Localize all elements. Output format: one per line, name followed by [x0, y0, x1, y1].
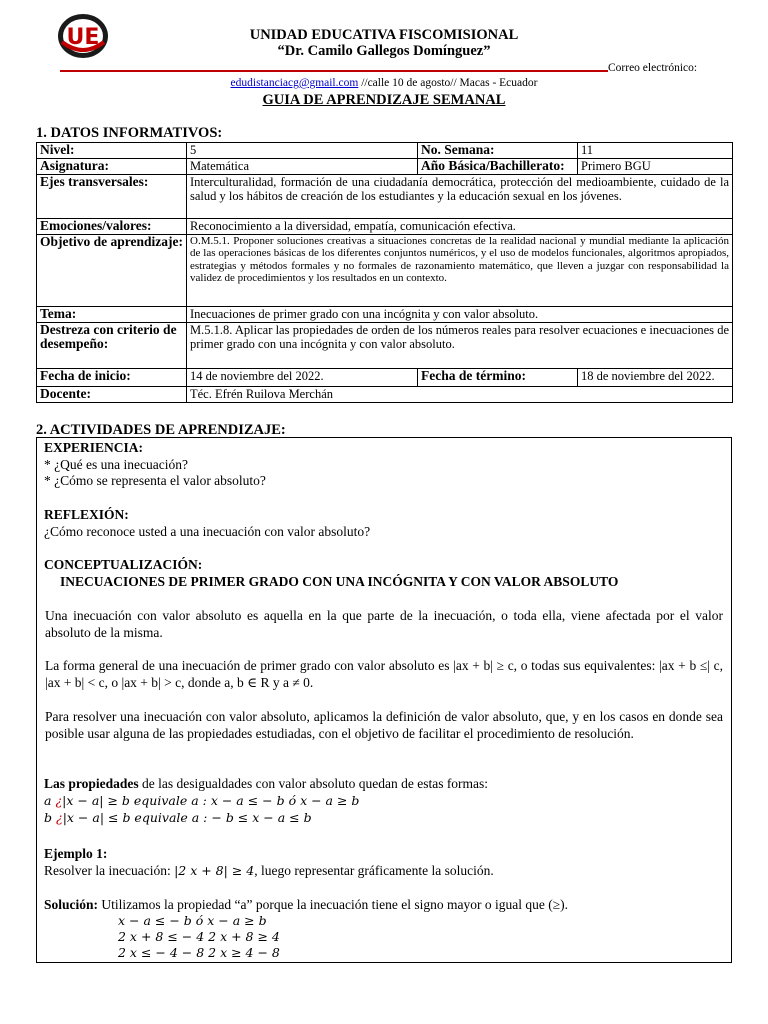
- property-b-letter: b: [44, 810, 56, 825]
- anio-label: Año Básica/Bachillerato:: [418, 159, 578, 175]
- docente-value: Téc. Efrén Ruilova Merchán: [187, 387, 733, 403]
- section2-title: 2. ACTIVIDADES DE APRENDIZAJE:: [36, 422, 286, 438]
- ejes-value: Interculturalidad, formación de una ciudadanía democrática, protección del medioambiente, cuidado de la salud y los hábitos de creación de los estudiantes y la educación sexual en los jóvenes.: [187, 175, 733, 219]
- school-patron: “Dr. Camilo Gallegos Domínguez”: [277, 43, 491, 59]
- nivel-value: 5: [187, 143, 418, 159]
- paragraph-3: Para resolver una inecuación con valor absoluto, aplicamos la definición de valor absoluto, que, y en los casos en donde sea posible usar alguna de las propiedades estudiadas, con el objetivo de facilitar el procedimiento de resolución.: [45, 709, 723, 741]
- property-a-letter: a: [44, 793, 56, 808]
- contact-line: [120, 77, 648, 89]
- reflexion-heading: REFLEXIÓN:: [44, 507, 129, 522]
- concept-title: INECUACIONES DE PRIMER GRADO CON UNA INCÓGNITA Y CON VALOR ABSOLUTO: [60, 574, 619, 589]
- properties-text: de las desigualdades con valor absoluto quedan de estas formas:: [138, 776, 489, 791]
- example-heading: Ejemplo 1:: [44, 846, 108, 861]
- nivel-label: Nivel:: [37, 143, 187, 159]
- asignatura-label: Asignatura:: [37, 159, 187, 175]
- inicio-value: 14 de noviembre del 2022.: [187, 369, 418, 387]
- solution-step-1: x − a ≤ − b ó x − a ≥ b: [118, 913, 267, 928]
- semana-label: No. Semana:: [418, 143, 578, 159]
- property-a-formula: |x − a| ≥ b equivale a : x − a ≤ − b ó x − a ≥ b: [62, 793, 360, 808]
- concept-heading: CONCEPTUALIZACIÓN:: [44, 557, 203, 572]
- question-2: * ¿Cómo se representa el valor absoluto?: [44, 473, 266, 488]
- emociones-label: Emociones/valores:: [37, 219, 187, 235]
- termino-label: Fecha de término:: [418, 369, 578, 387]
- tema-label: Tema:: [37, 307, 187, 323]
- objetivo-value: O.M.5.1. Proponer soluciones creativas a situaciones concretas de la realidad nacional y mundial mediante la aplicación de las operaciones básicas de los diferentes conjuntos numéricos, y el uso de modelos funcionales, algoritmos apropiados, estrategias y métodos formales y no formales de razonamiento matemático, que lleven a juzgar con responsabilidad la validez de procedimientos y los resultados en un contexto.: [187, 235, 733, 307]
- experiencia-heading: EXPERIENCIA:: [44, 440, 144, 455]
- destreza-label: Destreza con criterio de desempeño:: [37, 323, 187, 369]
- reflexion-question: ¿Cómo reconoce usted a una inecuación con valor absoluto?: [44, 524, 371, 539]
- question-1: * ¿Qué es una inecuación?: [44, 457, 188, 472]
- objetivo-label: Objetivo de aprendizaje:: [37, 235, 187, 307]
- inicio-label: Fecha de inicio:: [37, 369, 187, 387]
- paragraph-1: Una inecuación con valor absoluto es aquella en la que parte de la inecuación, o toda ella, viene afectada por el valor absoluto de la misma.: [45, 608, 723, 640]
- termino-value: 18 de noviembre del 2022.: [578, 369, 733, 387]
- email-link[interactable]: edudistanciacg@gmail.com: [230, 77, 359, 89]
- example-statement: [44, 862, 724, 879]
- properties-bold: Las propiedades: [44, 776, 139, 791]
- info-table: [36, 142, 733, 403]
- property-b-formula: |x − a| ≤ b equivale a : − b ≤ x − a ≤ b: [62, 810, 312, 825]
- semana-value: 11: [578, 143, 733, 159]
- property-b-mark: ¿: [55, 810, 63, 825]
- emociones-value: Reconocimiento a la diversidad, empatía, comunicación efectiva.: [187, 219, 733, 235]
- solution-line: [44, 896, 724, 913]
- solution-step-2: 2 x + 8 ≤ − 4 2 x + 8 ≥ 4: [118, 929, 280, 944]
- solution-bold: Solución:: [44, 897, 99, 912]
- solution-step-3: 2 x ≤ − 4 − 8 2 x ≥ 4 − 8: [118, 945, 280, 960]
- example-pre: Resolver la inecuación:: [44, 863, 175, 878]
- email-label: Correo electrónico:: [608, 62, 698, 74]
- school-logo: [56, 12, 110, 60]
- destreza-value: M.5.1.8. Aplicar las propiedades de orden de los números reales para resolver ecuaciones e inecuaciones de primer grado con una incógnita y con valor absoluto.: [187, 323, 733, 369]
- ejes-label: Ejes transversales:: [37, 175, 187, 219]
- tema-value: Inecuaciones de primer grado con una incógnita y con valor absoluto.: [187, 307, 733, 323]
- school-name: UNIDAD EDUCATIVA FISCOMISIONAL: [249, 27, 519, 43]
- anio-value: Primero BGU: [578, 159, 733, 175]
- property-b: [44, 809, 724, 826]
- example-post: , luego representar gráficamente la solución.: [254, 863, 494, 878]
- address-text: //calle 10 de agosto// Macas - Ecuador: [358, 77, 538, 89]
- section1-title: 1. DATOS INFORMATIVOS:: [36, 125, 223, 141]
- properties-intro: [44, 775, 724, 792]
- logo-lettering: UE: [66, 25, 100, 50]
- docente-label: Docente:: [37, 387, 187, 403]
- guide-title: GUIA DE APRENDIZAJE SEMANAL: [262, 92, 506, 108]
- paragraph-2: La forma general de una inecuación de primer grado con valor absoluto es |ax + b| ≥ c, o todas sus equivalentes: |ax + b ≤| c, |ax + b| < c, o |ax + b| > c, donde a, b ∈ R y a ≠ 0.: [45, 658, 723, 690]
- property-a: [44, 792, 724, 809]
- header-divider: [60, 70, 608, 72]
- asignatura-value: Matemática: [187, 159, 418, 175]
- property-a-mark: ¿: [55, 793, 63, 808]
- solution-text: Utilizamos la propiedad “a” porque la inecuación tiene el signo mayor o igual que (≥).: [98, 897, 569, 912]
- example-math: |2 x + 8| ≥ 4: [174, 863, 255, 878]
